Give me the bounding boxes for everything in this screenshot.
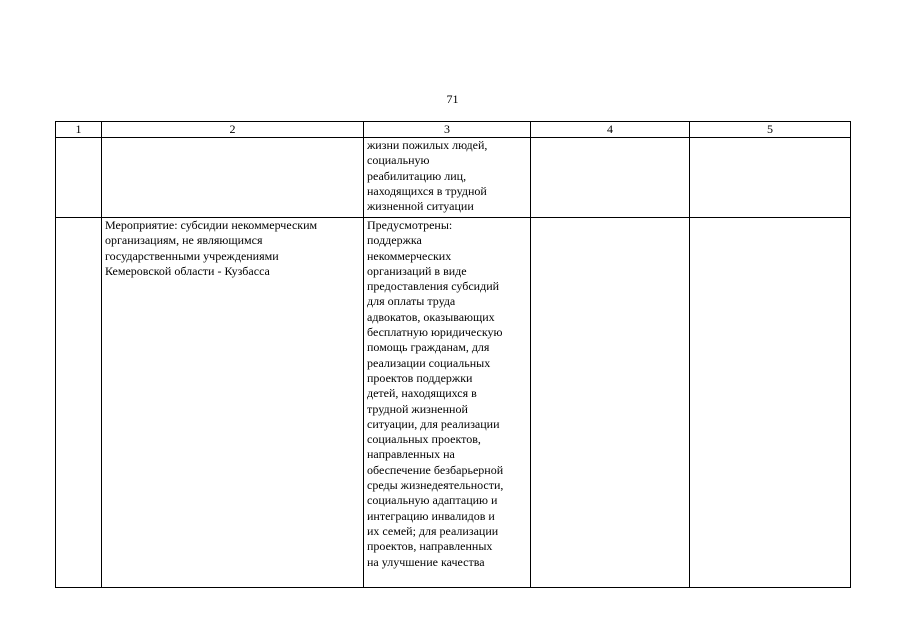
column-header-3: 3 <box>364 122 531 138</box>
table-cell <box>364 138 531 218</box>
page-number: 71 <box>446 92 459 106</box>
table-cell <box>102 138 364 218</box>
table-cell <box>531 138 690 218</box>
table-cell <box>364 218 531 588</box>
table-cell <box>690 218 851 588</box>
table-cell <box>56 138 102 218</box>
description-continuation: жизни пожилых людей, социальную реабилитацию лиц, находящихся в трудной жизненной ситуации <box>367 138 488 214</box>
table-row <box>56 138 851 218</box>
table-cell <box>531 218 690 588</box>
table-cell <box>102 218 364 588</box>
program-table <box>55 121 851 588</box>
column-header-4: 4 <box>531 122 690 138</box>
table-row <box>56 218 851 588</box>
table-cell <box>690 138 851 218</box>
column-header-5: 5 <box>690 122 851 138</box>
column-header-2: 2 <box>102 122 364 138</box>
measure-title: Мероприятие: субсидии некоммерческим организациям, не являющимся государственными учреждениями Кемеровской области - Кузбасса <box>105 218 318 278</box>
column-header-1: 1 <box>56 122 102 138</box>
table-header-row <box>56 122 851 138</box>
measure-description: Предусмотрены: поддержка некоммерческих организаций в виде предоставления субсидий для оплаты труда адвокатов, оказывающих бесплатную юридическую помощь гражданам, для реализации социальных проектов поддержки детей, находящихся в трудной жизненной ситуации, для реализации социальных проектов, направленных на обеспечение безбарьерной среды жизнедеятельности, социальную адаптацию и интеграцию инвалидов и их семей; для реализации проектов, направленных на улучшение качества <box>367 218 504 569</box>
table-cell <box>56 218 102 588</box>
